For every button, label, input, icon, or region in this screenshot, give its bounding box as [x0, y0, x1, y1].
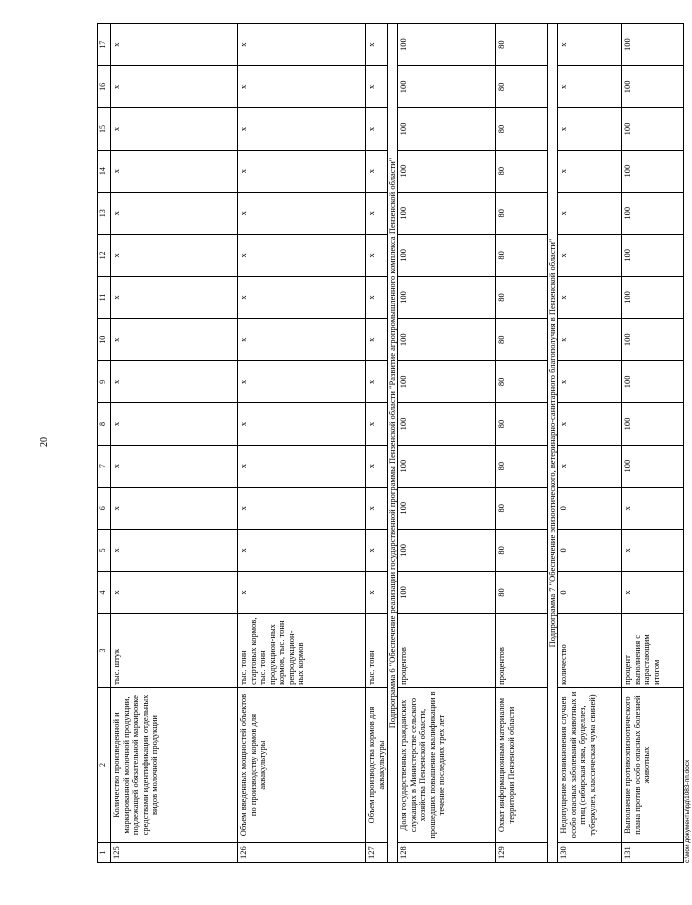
value-cell: 100 — [622, 24, 684, 66]
value-cell: 80 — [496, 24, 548, 66]
value-cell: x — [558, 192, 622, 234]
value-cell: x — [558, 276, 622, 318]
value-cell: x — [366, 192, 388, 234]
subprogram-row — [388, 24, 398, 863]
header-cell: 10 — [98, 319, 111, 361]
unit-cell: процент выполнения с нарастающим итогом — [622, 614, 684, 688]
row-number-cell: 128 — [398, 843, 496, 863]
page-number: 20 — [39, 437, 50, 447]
value-cell: 100 — [398, 150, 496, 192]
indicator-row — [111, 24, 238, 863]
row-number-cell: 126 — [238, 843, 366, 863]
value-cell: 0 — [558, 571, 622, 613]
value-cell: x — [238, 319, 366, 361]
value-cell: 100 — [622, 234, 684, 276]
value-cell: x — [366, 445, 388, 487]
value-cell: 100 — [398, 276, 496, 318]
value-cell: x — [238, 150, 366, 192]
subprogram-title: Подпрограмма 7 "Обеспечение эпизоотического, ветеринарно-санитарного благополучия в Пензенской области" — [548, 24, 558, 863]
value-cell: x — [366, 108, 388, 150]
value-cell: 100 — [622, 276, 684, 318]
value-cell: 100 — [622, 319, 684, 361]
value-cell: 80 — [496, 445, 548, 487]
value-cell: 100 — [622, 66, 684, 108]
value-cell: x — [238, 487, 366, 529]
value-cell: x — [111, 319, 238, 361]
value-cell: x — [366, 361, 388, 403]
value-cell: x — [366, 319, 388, 361]
value-cell: 100 — [398, 445, 496, 487]
indicator-row — [366, 24, 388, 863]
value-cell: x — [558, 403, 622, 445]
value-cell: x — [111, 571, 238, 613]
value-cell: 100 — [622, 403, 684, 445]
value-cell: x — [366, 234, 388, 276]
unit-cell: процентов — [496, 614, 548, 688]
unit-cell: процентов — [398, 614, 496, 688]
value-cell: x — [111, 445, 238, 487]
value-cell: x — [238, 24, 366, 66]
header-cell: 2 — [98, 687, 111, 842]
value-cell: x — [366, 487, 388, 529]
value-cell: x — [366, 66, 388, 108]
header-cell: 15 — [98, 108, 111, 150]
value-cell: x — [558, 234, 622, 276]
unit-cell: количество — [558, 614, 622, 688]
value-cell: 100 — [398, 66, 496, 108]
value-cell: 80 — [496, 66, 548, 108]
value-cell: x — [238, 361, 366, 403]
value-cell: 100 — [622, 361, 684, 403]
header-cell: 5 — [98, 529, 111, 571]
indicators-table — [97, 23, 684, 863]
value-cell: 100 — [398, 361, 496, 403]
indicator-row — [398, 24, 496, 863]
header-cell: 9 — [98, 361, 111, 403]
value-cell: x — [558, 108, 622, 150]
row-number-cell: 131 — [622, 843, 684, 863]
value-cell: 100 — [398, 108, 496, 150]
row-number-cell: 127 — [366, 843, 388, 863]
value-cell: 100 — [622, 192, 684, 234]
indicator-row — [496, 24, 548, 863]
header-cell: 6 — [98, 487, 111, 529]
value-cell: x — [111, 361, 238, 403]
unit-cell: тыс. штук — [111, 614, 238, 688]
value-cell: 80 — [496, 192, 548, 234]
value-cell: x — [622, 571, 684, 613]
indicator-name-cell: Доля государственных гражданских служащих в Министерстве сельского хозяйства Пензенской области, прошедших повышение квалификации в течение последних трех лет — [398, 687, 496, 842]
value-cell: x — [111, 66, 238, 108]
rotated-sheet — [97, 23, 692, 863]
value-cell: x — [111, 403, 238, 445]
header-cell: 3 — [98, 614, 111, 688]
value-cell: 100 — [398, 234, 496, 276]
value-cell: 80 — [496, 487, 548, 529]
value-cell: x — [558, 150, 622, 192]
value-cell: x — [238, 529, 366, 571]
value-cell: x — [238, 445, 366, 487]
header-cell: 16 — [98, 66, 111, 108]
value-cell: 0 — [558, 529, 622, 571]
value-cell: x — [238, 571, 366, 613]
header-cell: 4 — [98, 571, 111, 613]
value-cell: 100 — [398, 24, 496, 66]
indicator-row — [558, 24, 622, 863]
value-cell: 80 — [496, 150, 548, 192]
subprogram-row — [548, 24, 558, 863]
value-cell: 80 — [496, 571, 548, 613]
header-cell: 11 — [98, 276, 111, 318]
value-cell: 80 — [496, 108, 548, 150]
value-cell: x — [238, 234, 366, 276]
value-cell: 80 — [496, 276, 548, 318]
value-cell: x — [622, 529, 684, 571]
value-cell: x — [238, 403, 366, 445]
header-cell: 7 — [98, 445, 111, 487]
value-cell: 80 — [496, 529, 548, 571]
file-path-footer: c:\мои документы\рд\1083-пп.docx — [684, 759, 692, 863]
value-cell: x — [558, 445, 622, 487]
header-cell: 8 — [98, 403, 111, 445]
value-cell: x — [111, 192, 238, 234]
value-cell: x — [558, 66, 622, 108]
value-cell: x — [366, 276, 388, 318]
indicator-name-cell: Недопущение возникновения случаев особо опасных заболеваний животных и птиц (сибирская язва, бруцеллез, туберкулез, классическая чума свиней) — [558, 687, 622, 842]
value-cell: 0 — [558, 487, 622, 529]
value-cell: x — [366, 571, 388, 613]
value-cell: 80 — [496, 361, 548, 403]
value-cell: 100 — [398, 403, 496, 445]
unit-cell: тыс. тонн стартовых кормов, тыс. тонн продукцион-ных кормов, тыс. тонн репродукцион-ных кормов — [238, 614, 366, 688]
row-number-cell: 125 — [111, 843, 238, 863]
value-cell: 100 — [398, 571, 496, 613]
value-cell: 100 — [622, 150, 684, 192]
value-cell: x — [366, 403, 388, 445]
indicator-row — [622, 24, 684, 863]
unit-cell: тыс. тонн — [366, 614, 388, 688]
header-cell: 13 — [98, 192, 111, 234]
value-cell: x — [238, 192, 366, 234]
value-cell: 100 — [398, 529, 496, 571]
value-cell: x — [366, 24, 388, 66]
value-cell: 80 — [496, 403, 548, 445]
value-cell: 100 — [398, 319, 496, 361]
value-cell: x — [111, 108, 238, 150]
indicator-row — [238, 24, 366, 863]
value-cell: x — [558, 361, 622, 403]
value-cell: x — [111, 529, 238, 571]
row-number-cell: 129 — [496, 843, 548, 863]
value-cell: 100 — [622, 108, 684, 150]
value-cell: x — [111, 487, 238, 529]
value-cell: x — [238, 66, 366, 108]
indicator-name-cell: Выполнение противоэпизоотического плана против особо опасных болезней животных — [622, 687, 684, 842]
value-cell: x — [366, 150, 388, 192]
header-cell: 12 — [98, 234, 111, 276]
subprogram-title: Подпрограмма 6 "Обеспечение реализации государственной программы Пензенской области "Развитие агропромышленного комплекса Пензенской области" — [388, 24, 398, 863]
value-cell: 80 — [496, 234, 548, 276]
value-cell: 80 — [496, 319, 548, 361]
value-cell: x — [111, 150, 238, 192]
value-cell: x — [111, 276, 238, 318]
value-cell: x — [111, 234, 238, 276]
row-number-cell: 130 — [558, 843, 622, 863]
header-row — [98, 24, 111, 863]
value-cell: x — [558, 24, 622, 66]
value-cell: x — [238, 108, 366, 150]
value-cell: x — [111, 24, 238, 66]
indicator-name-cell: Объем введенных мощностей объектов по производству кормов для аквакультуры — [238, 687, 366, 842]
indicator-name-cell: Объем производства кормов для аквакультуры — [366, 687, 388, 842]
header-cell: 14 — [98, 150, 111, 192]
value-cell: x — [622, 487, 684, 529]
value-cell: 100 — [398, 192, 496, 234]
value-cell: 100 — [622, 445, 684, 487]
value-cell: x — [366, 529, 388, 571]
header-cell: 17 — [98, 24, 111, 66]
value-cell: 100 — [398, 487, 496, 529]
value-cell: x — [558, 319, 622, 361]
header-cell: 1 — [98, 843, 111, 863]
indicator-name-cell: Количество произведенной и маркированной молочной продукции, подлежащей обязательной маркировке средствами идентификации отдельных видов молочной продукции — [111, 687, 238, 842]
value-cell: x — [238, 276, 366, 318]
indicator-name-cell: Охват информационным материалом территории Пензенской области — [496, 687, 548, 842]
